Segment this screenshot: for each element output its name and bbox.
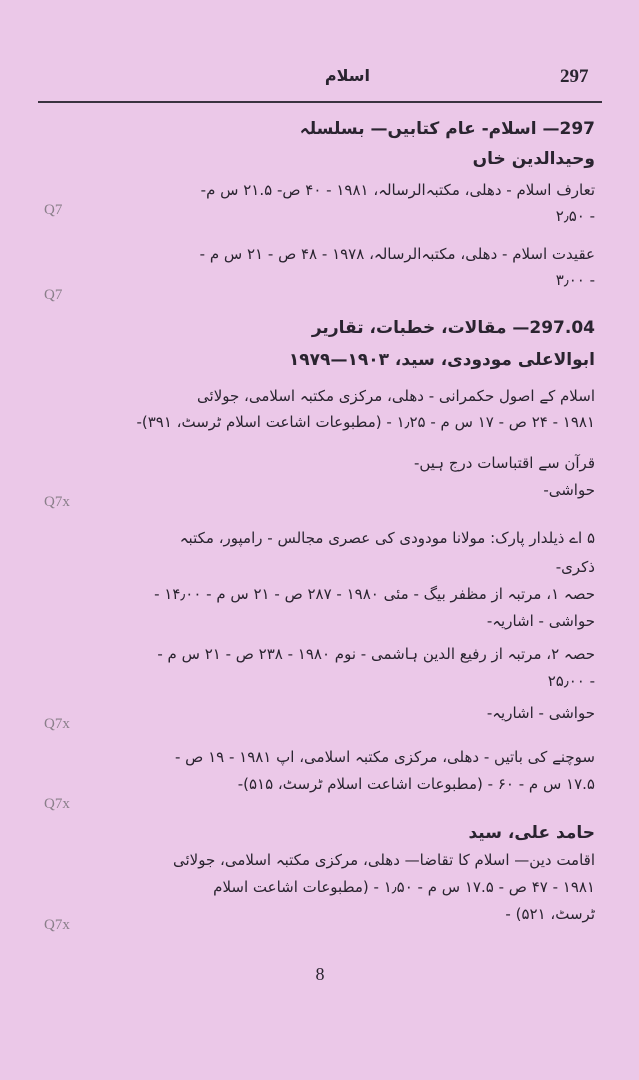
footer-page-number: 8	[315, 964, 325, 984]
author-heading: وحیدالدین خاں	[472, 149, 595, 169]
classification-code: Q7x	[44, 796, 70, 812]
entry-line: ۱۹۸۱ - ۴۷ ص - ۱۷.۵ س م - ۱٫۵۰ - (مطبوعات اشاعت اسلام	[213, 878, 595, 896]
entry-line: سوچنے کی باتیں - دھلی، مرکزی مکتبہ اسلامی، اپ ۱۹۸۱ - ۱۹ ص -	[174, 748, 595, 766]
classification-code: Q7	[44, 202, 63, 218]
section-heading: 297— اسلام- عام کتابیں— بسلسلہ	[299, 119, 595, 139]
entry-line: عقیدت اسلام - دھلی، مکتبہ‌الرسالہ، ۱۹۷۸ - ۴۸ ص - ۲۱ س م -	[199, 245, 595, 263]
classification-code: Q7x	[44, 494, 70, 510]
running-title: اسلام	[324, 66, 370, 85]
entry-line: حواشی-	[543, 481, 595, 499]
classification-code: Q7x	[44, 716, 70, 732]
header-rule	[38, 101, 602, 103]
entry-line: ۱۹۸۱ - ۲۴ ص - ۱۷ س م - ۱٫۲۵ - (مطبوعات اشاعت اسلام ٹرسٹ، ۳۹۱)-	[136, 413, 595, 431]
entry-line: حصہ ۱، مرتبہ از مظفر بیگ - مئی ۱۹۸۰ - ۲۸۷ ص - ۲۱ س م - ۱۴٫۰۰ -	[154, 585, 595, 603]
classification-code: Q7x	[44, 917, 70, 933]
entry-line: حصہ ۲، مرتبہ از رفیع الدین ہاشمی - نوم ۱۹۸۰ - ۲۳۸ ص - ۲۱ س م -	[157, 645, 595, 663]
entry-line: اقامت دین— اسلام کا تقاضا— دھلی، مرکزی مکتبہ اسلامی، جولائی	[172, 851, 595, 869]
entry-line: ۵ اے ذیلدار پارک: مولانا مودودی کی عصری مجالس - رامپور، مکتبہ	[179, 529, 595, 547]
entry-line: قرآن سے اقتباسات درج ہیں-	[413, 454, 595, 472]
entry-line: تعارف اسلام - دھلی، مکتبہ‌الرسالہ، ۱۹۸۱ - ۴۰ ص- ۲۱.۵ س م-	[200, 181, 595, 199]
classification-code: Q7	[44, 287, 63, 303]
entry-line: ذکری-	[555, 558, 595, 576]
page-number: 297	[560, 66, 589, 87]
author-heading: حامد علی، سید	[468, 823, 595, 843]
entry-line: ۱۷.۵ س م - ۶۰ - (مطبوعات اشاعت اسلام ٹرسٹ، ۵۱۵)-	[237, 775, 595, 793]
entry-line: ۲٫۵۰ -	[555, 207, 595, 225]
entry-line: حواشی - اشاریہ-	[486, 704, 595, 722]
entry-line: حواشی - اشاریہ-	[486, 612, 595, 630]
entry-line: اسلام کے اصول حکمرانی - دھلی، مرکزی مکتبہ اسلامی، جولائی	[197, 387, 595, 405]
section-heading: 297.04— مقالات، خطبات، تقاریر	[311, 318, 595, 338]
author-heading: ابوالاعلی مودودی، سید، ۱۹۰۳—۱۹۷۹	[288, 350, 595, 370]
entry-line: ۲۵٫۰۰ -	[547, 672, 595, 690]
entry-line: ۳٫۰۰ -	[555, 271, 595, 289]
entry-line: ٹرسٹ، ۵۲۱) -	[505, 905, 595, 923]
